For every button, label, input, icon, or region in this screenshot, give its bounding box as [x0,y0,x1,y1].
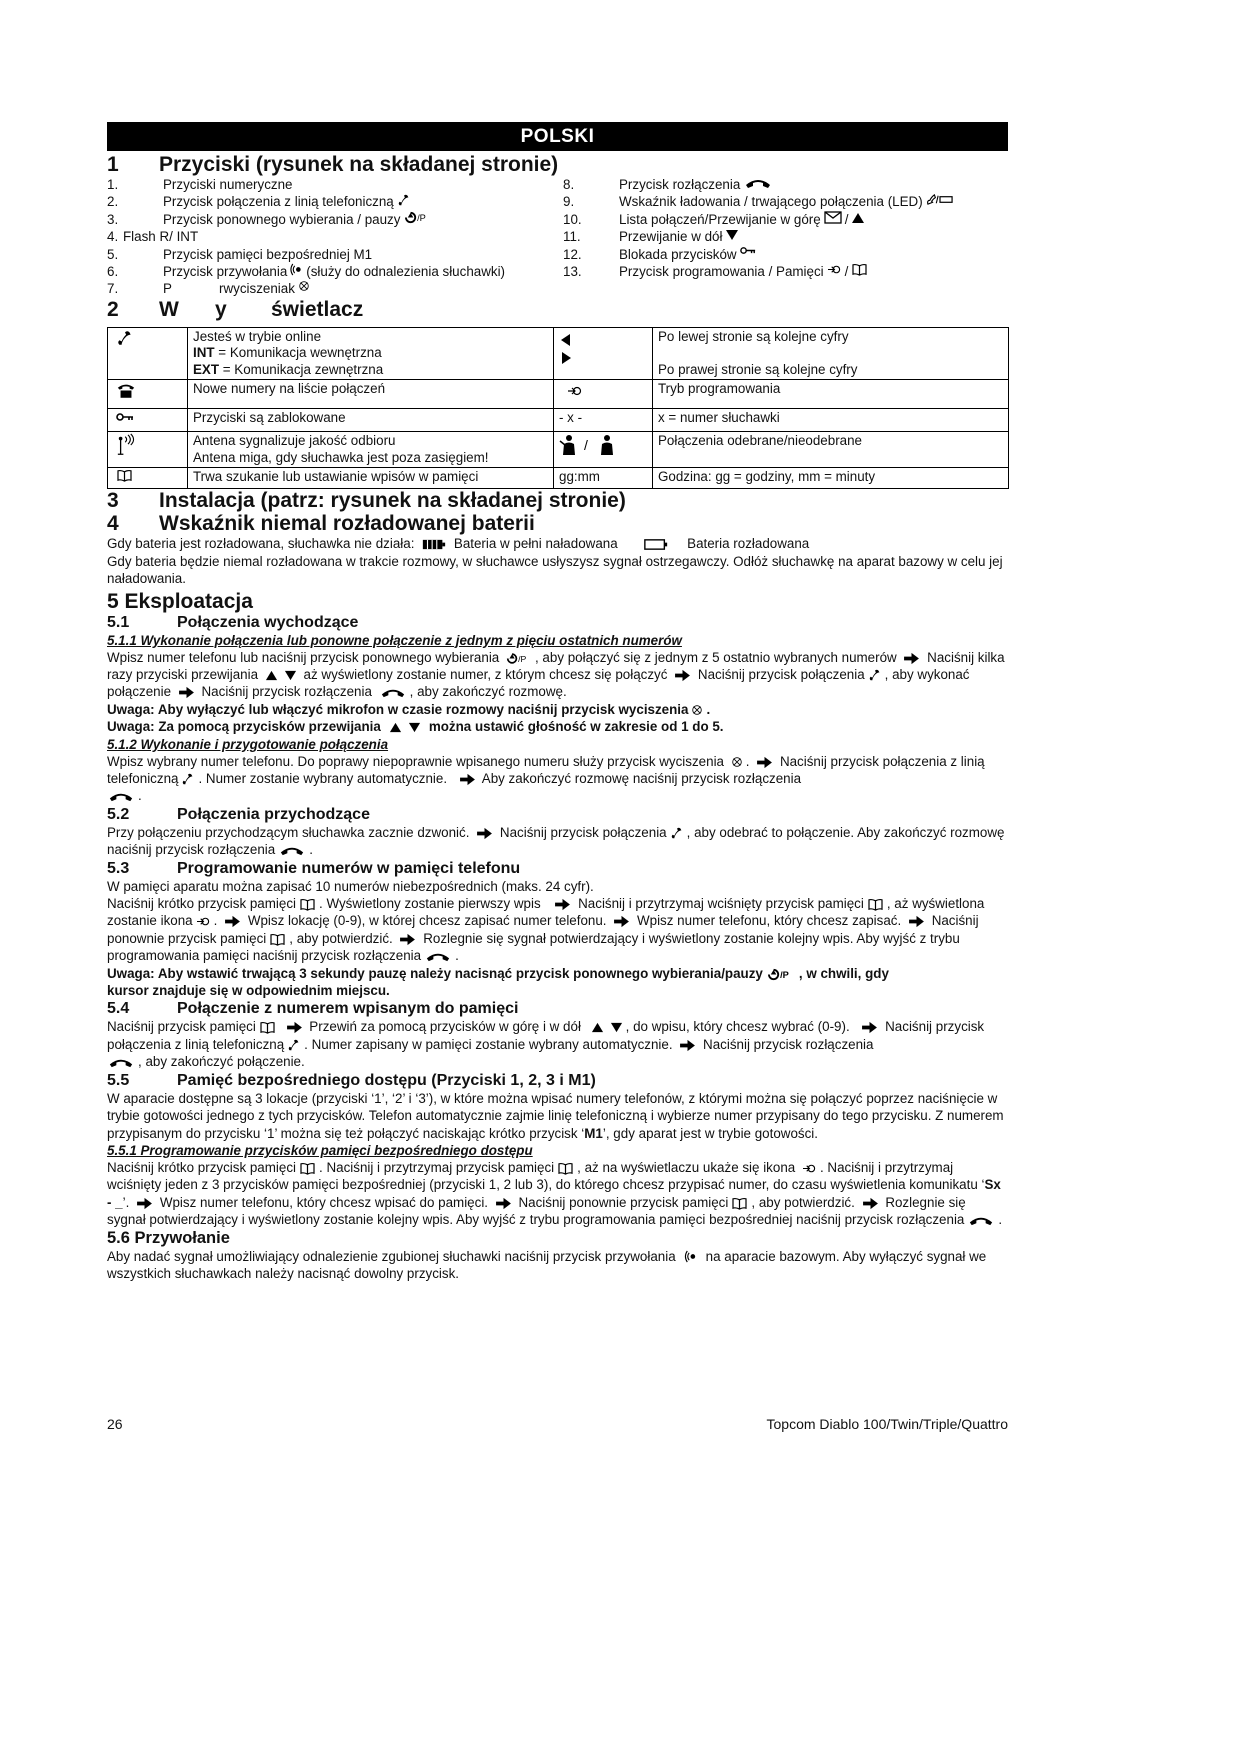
talk-icon [116,329,134,347]
next-step-arrow-icon [903,652,920,665]
list-item: 10. Lista połączeń/Przewijanie w górę / [563,211,1008,228]
table-row: Przyciski są zablokowane - x - x = numer słuchawki [108,409,1009,432]
volume-note: Uwaga: Za pomocą przycisków przewijania można ustawić głośność w zakresie od 1 do 5. [107,719,724,735]
section-4-heading: 4 Wskaźnik niemal rozładowanej baterii [107,512,535,536]
memory-book-icon [851,263,868,276]
list-item: 3. Przycisk ponownego wybierania / pauzy [107,211,563,228]
buttons-list-right [563,176,1008,298]
memory-book-icon [299,898,316,911]
section-5-3-intro: W pamięci aparatu można zapisać 10 numerów niebezpośrednich (maks. 24 cyfr). [107,878,594,894]
list-item: 6. Przycisk przywołania (służy do odnalezienia słuchawki) [107,264,506,280]
buttons-list-left [107,176,563,298]
battery-empty-icon [643,538,669,551]
section-5-5-intro: W aparacie dostępne są 3 lokacje (przyciski ‘1’, ‘2’ i ‘3’), w które można wpisać numery telefonów, z którymi można się połączyć poprzez naciśnięcie w trybie gotowości jednego z tych przycisków. Telefon automatycznie zajmie linię telefoniczną i wybierze numer przypisany do tego przycisku. Z numerem przypisanym do przycisku ‘1’ można się też połączyć naciskając krótko przycisk ‘M1’, gdy aparat jest w trybie gotowości. [107,1090,1004,1141]
list-item: 4. Flash R/ INT [107,229,199,245]
next-step-arrow-icon [459,773,476,786]
battery-paragraph-2: Gdy bateria będzie niemal rozładowana w trakcie rozmowy, w słuchawce usłyszysz sygnał ostrzegawczy. Odłóż słuchawkę na aparat bazowy w celu jej naładowania. [107,553,1003,587]
list-item: 8. Przycisk rozłączenia [563,176,1008,193]
mute-icon [731,756,743,768]
memory-book-icon [731,1197,748,1210]
next-step-arrow-icon [674,669,691,682]
section-1-heading: 1 Przyciski (rysunek na składanej stronie) [107,153,559,176]
section-5-5-heading: 5.5 Pamięć bezpośredniego dostępu (Przyciski 1, 2, 3 i M1) [107,1071,596,1089]
left-arrow-icon [559,333,573,347]
redial-icon [506,652,532,665]
buttons-list [107,176,1008,298]
section-5-1-2-text: Wpisz wybrany numer telefonu. Do poprawy niepoprawnie wpisanego numeru służy przycisk wyciszenia . Naciśnij przycisk połączenia z linią telefoniczną . Numer zostanie wybrany automatycznie. Aby zakończyć rozmowę naciśnij przycisk rozłączenia . [107,753,985,804]
list-item: 13. Przycisk programowania / Pamięci / [563,263,1008,280]
list-item: 11. Przewijanie w dół [563,228,1008,245]
down-arrow-icon [284,669,297,682]
section-5-2-text: Przy połączeniu przychodzącym słuchawka zacznie dzwonić. Naciśnij przycisk połączenia , aby odebrać to połączenie. Aby zakończyć rozmowę naciśnij przycisk rozłączenia . [107,824,1005,858]
hangup-icon [278,844,306,857]
language-banner: POLSKI [107,122,1008,151]
section-5-1-heading: 5.1 Połączenia wychodzące [107,613,359,631]
table-row: Trwa szukanie lub ustawianie wpisów w pamięci gg:mm Godzina: gg = godziny, mm = minuty [108,468,1009,489]
talk-icon [868,668,882,682]
section-5-4-text: Naciśnij przycisk pamięci Przewiń za pomocą przycisków w górę i w dół , do wpisu, który chcesz wybrać (0-9). Naciśnij przycisk połączenia z linią telefoniczną . Numer zapisany w pamięci zostanie wybrany automatycznie. Naciśnij przycisk rozłączenia , aby zakończyć połączenie. [107,1019,985,1070]
next-step-arrow-icon [178,686,195,699]
key-lock-icon [116,412,134,422]
next-step-arrow-icon [136,1197,153,1210]
hangup-icon [743,176,773,190]
next-step-arrow-icon [224,915,241,928]
section-5-1-1-text: Wpisz numer telefonu lub naciśnij przycisk ponownego wybierania , aby połączyć się z jednym z 5 ostatnio wybranych numerów Naciśnij kilka razy przyciski przewijania aż wyświetlony zostanie numer, z którym chcesz się połączyć Naciśnij przycisk połączenia , aby wykonać połączenie Naciśnij przycisk rozłączenia , aby zakończyć rozmowę. [107,649,1005,700]
program-icon [802,1162,817,1175]
product-model: Topcom Diablo 100/Twin/Triple/Quattro [766,1416,1008,1432]
display-icons-table [107,327,1009,490]
list-item: 1. Przyciski numeryczne [107,177,293,192]
page-footer [107,1416,1008,1432]
list-item: 2. Przycisk połączenia z linią telefoniczną [107,193,563,210]
section-5-6-heading: 5.6 Przywołanie [107,1228,230,1247]
program-icon [827,263,842,276]
program-icon [196,915,211,928]
battery-paragraph-1: Gdy bateria jest rozładowana, słuchawka nie działa: Bateria w pełni naładowana Bateria rozładowana [107,536,810,552]
up-arrow-icon [265,669,278,682]
next-step-arrow-icon [495,1197,512,1210]
battery-full-icon [421,538,447,551]
section-3-heading: 3 Instalacja (patrz: rysunek na składanej stronie) [107,489,626,513]
next-step-arrow-icon [554,898,571,911]
down-arrow-icon [408,721,421,734]
mute-icon [691,704,703,716]
table-row: Jesteś w trybie online INT = Komunikacja wewnętrzna EXT = Komunikacja zewnętrzna Po lewej stronie są kolejne cyfry Po prawej stronie są kolejne cyfry [108,327,1009,380]
list-item: 7. P rwyciszeniak [107,280,563,297]
up-arrow-icon [389,721,402,734]
table-row: Antena sygnalizuje jakość odbioru Antena miga, gdy słuchawka jest poza zasięgiem! Połączenia odebrane/nieodebrane [108,432,1009,468]
next-step-arrow-icon [908,915,925,928]
section-5-5-1-text: Naciśnij krótko przycisk pamięci . Naciśnij i przytrzymaj przycisk pamięci , aż na wyświetlaczu ukaże się ikona . Naciśnij i przytrzymaj wciśnięty jeden z 3 przycisków pamięci bezpośredniej (przyciski 1, 2 lub 3), do którego chcesz przypisać numer, do czasu wyświetlenia komunikatu ‘Sx - _’. Wpisz numer telefonu, który chcesz wpisać do pamięci. Naciśnij ponownie przycisk pamięci , aby potwierdzić. Rozlegnie się sygnał potwierdzający i wyświetlony zostanie kolejny wpis. Aby wyjść z trybu programowania pamięci bezpośredniej naciśnij przycisk rozłączenia . [107,1159,1003,1228]
talk-icon [397,193,411,207]
page-number: 26 [107,1416,123,1432]
memory-book-icon [867,898,884,911]
section-5-2-heading: 5.2 Połączenia przychodzące [107,805,370,823]
redial-pause-icon [403,211,433,224]
section-5-4-heading: 5.4 Połączenie z numerem wpisanym do pamięci [107,1000,519,1018]
charge-led-icon [926,193,954,206]
memory-book-icon [269,933,286,946]
up-arrow-icon [591,1021,604,1034]
next-step-arrow-icon [476,827,493,840]
next-step-arrow-icon [286,1021,303,1034]
memory-book-icon [259,1021,276,1034]
next-step-arrow-icon [613,915,630,928]
next-step-arrow-icon [861,1021,878,1034]
table-row: Nowe numery na liście połączeń Tryb programowania [108,380,1009,409]
section-5-heading: 5 Eksploatacja [107,589,253,613]
answered-missed-calls-icon [559,433,619,457]
hangup-icon [107,1056,135,1069]
redial-pause-icon [766,968,796,981]
section-5-3-heading: 5.3 Programowanie numerów w pamięci telefonu [107,859,521,877]
new-calls-phone-icon [116,381,136,400]
mute-icon [298,280,310,292]
next-step-arrow-icon [756,756,773,769]
section-5-1-2-heading: 5.1.2 Wykonanie i przygotowanie połączenia [107,736,389,752]
list-item: 12. Blokada przycisków [563,246,1008,263]
hangup-icon [424,950,452,963]
talk-icon [287,1038,301,1052]
section-5-3-text: Naciśnij krótko przycisk pamięci . Wyświetlony zostanie pierwszy wpis Naciśnij i przytrzymaj wciśnięty przycisk pamięci , aż wyświetlona zostanie ikona . Wpisz lokację (0-9), w której chcesz zapisać numer telefonu. Wpisz numer telefonu, który chcesz zapisać. Naciśnij ponownie przycisk pamięci , aby potwierdzić. Rozlegnie się sygnał potwierdzający i wyświetlony zostanie kolejny wpis. Aby wyjść z trybu programowania pamięci naciśnij przycisk rozłączenia . [107,896,985,964]
section-5-1-1-heading: 5.1.1 Wykonanie połączenia lub ponowne połączenie z jednym z pięciu ostatnich numerów [107,632,682,648]
hangup-icon [107,790,135,803]
paging-icon [290,263,303,276]
right-arrow-icon [559,351,573,365]
section-5-5-1-heading: 5.5.1 Programowanie przycisków pamięci bezpośredniego dostępu [107,1142,533,1158]
document-page [107,122,1008,1282]
mute-note: Uwaga: Aby wyłączyć lub włączyć mikrofon w czasie rozmowy naciśnij przycisk wyciszenia . [107,701,711,717]
envelope-icon [824,211,842,224]
key-lock-icon [740,246,756,255]
next-step-arrow-icon [399,933,416,946]
list-item: 5. Przycisk pamięci bezpośredniej M1 [107,246,373,262]
section-2-heading: 2 W y świetlacz [107,297,364,321]
list-item: 9. Wskaźnik ładowania / trwającego połączenia (LED) [563,193,1008,210]
memory-book-icon [116,469,133,482]
talk-icon [670,826,684,840]
down-arrow-icon [610,1021,623,1034]
antenna-icon [116,433,140,457]
next-step-arrow-icon [679,1039,696,1052]
next-step-arrow-icon [862,1197,879,1210]
up-arrow-icon [851,211,865,225]
memory-book-icon [557,1162,574,1175]
talk-icon [181,772,195,786]
hangup-icon [967,1214,995,1227]
section-5-6-text: Aby nadać sygnał umożliwiający odnalezienie zgubionej słuchawki naciśnij przycisk przywołania na aparacie bazowym. Aby wyłączyć sygnał we wszystkich słuchawkach należy nacisnąć dowolny przycisk. [107,1248,987,1281]
hangup-icon [379,686,407,699]
pause-note: Uwaga: Aby wstawić trwającą 3 sekundy pauzę należy nacisnąć przycisk ponownego wybierania/pauzy , w chwili, gdy kursor znajduje się w odpowiednim miejscu. [107,965,889,999]
down-arrow-icon [725,228,739,242]
program-icon [567,384,583,398]
memory-book-icon [299,1162,316,1175]
paging-icon [684,1250,698,1263]
